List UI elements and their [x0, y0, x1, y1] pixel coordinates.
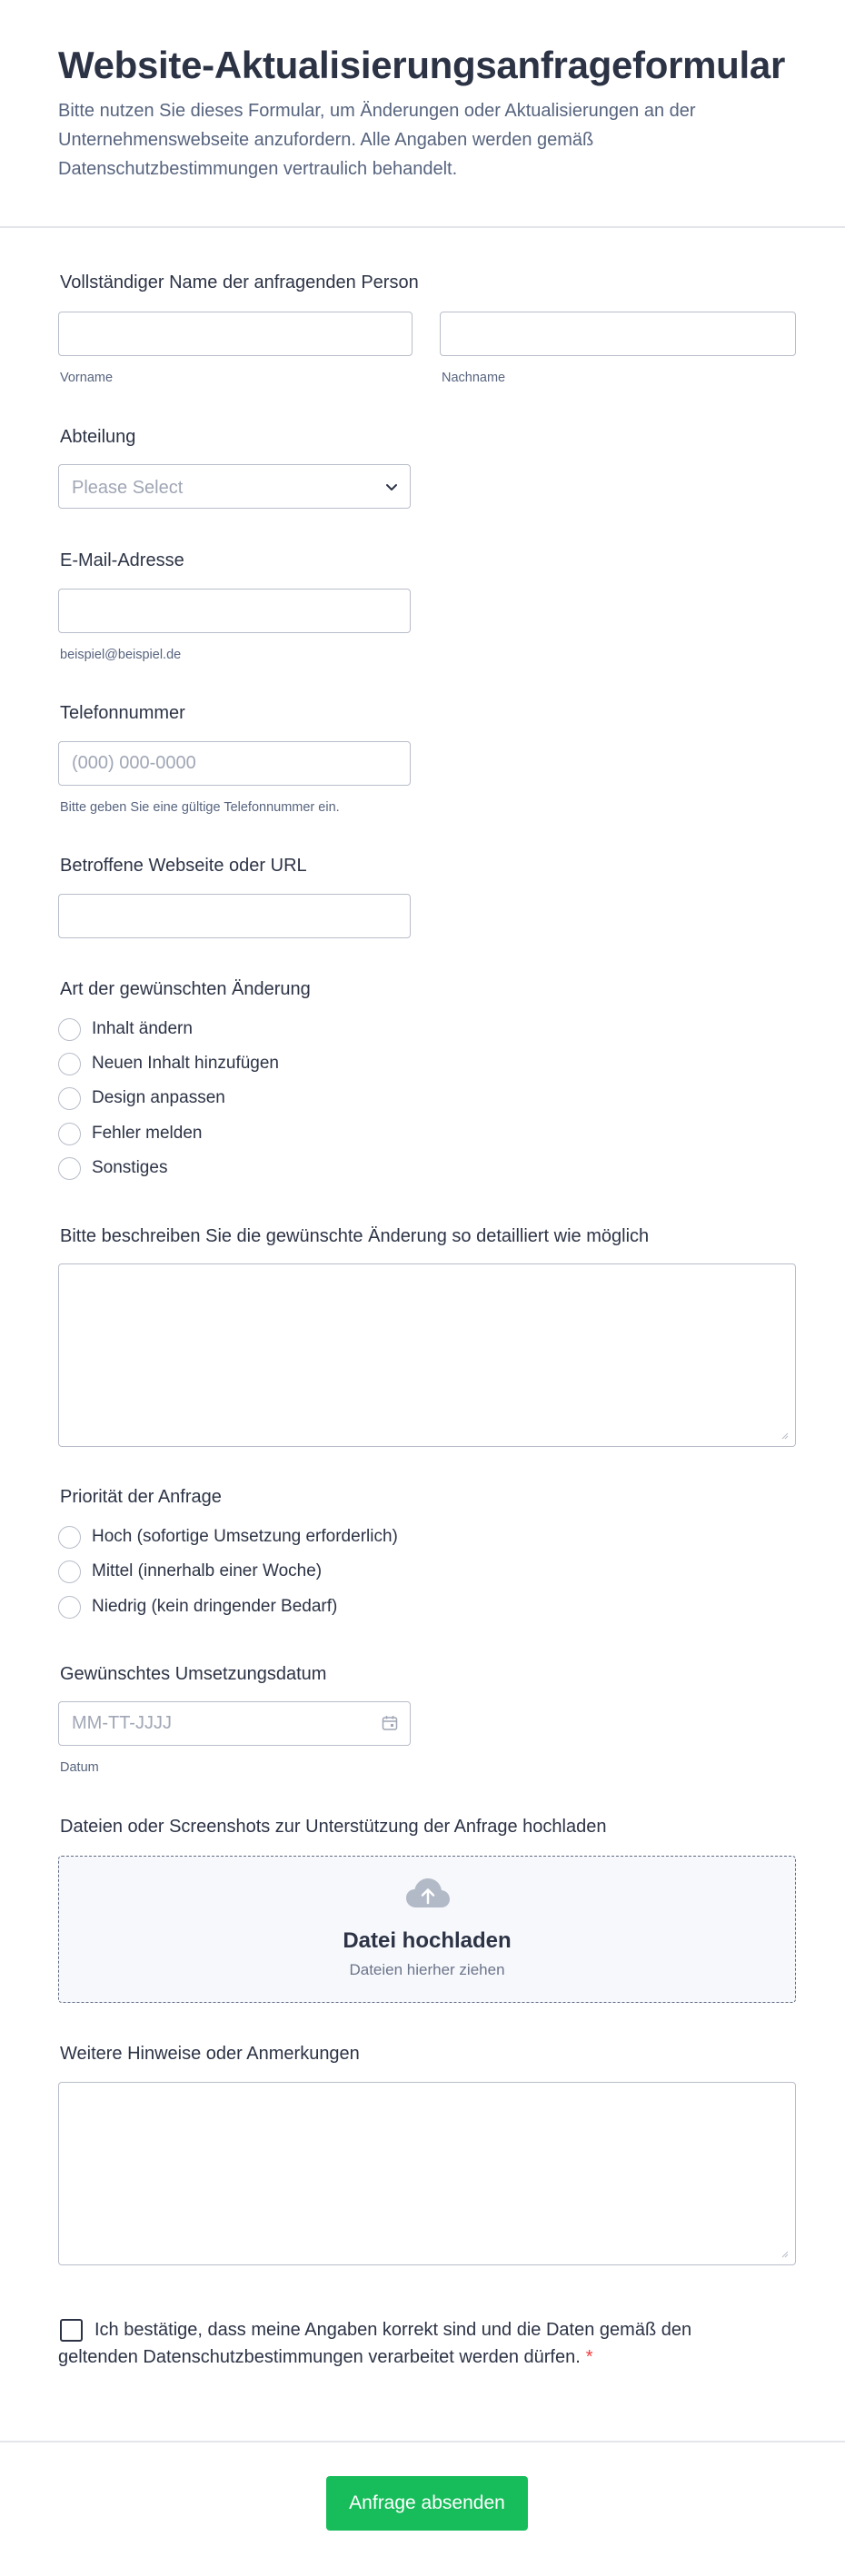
required-marker: * — [585, 2347, 593, 2367]
phone-label: Telefonnummer — [60, 703, 185, 723]
radio-button[interactable] — [58, 1526, 81, 1549]
change-type-label: Art der gewünschten Änderung — [60, 979, 311, 999]
file-upload-dropzone[interactable] — [58, 1856, 796, 2003]
radio-button[interactable] — [58, 1560, 81, 1583]
submit-button[interactable]: Anfrage absenden — [326, 2476, 528, 2531]
last-name-sublabel: Nachname — [442, 371, 506, 385]
priority-option[interactable] — [58, 1594, 337, 1620]
radio-button[interactable] — [58, 1053, 81, 1075]
change-type-option[interactable] — [58, 1155, 167, 1181]
radio-button[interactable] — [58, 1123, 81, 1145]
page-title: Website-Aktualisierungsanfrageformular — [58, 44, 786, 86]
upload-label: Dateien oder Screenshots zur Unterstützung der Anfrage hochladen — [60, 1817, 607, 1837]
last-name-input[interactable] — [440, 312, 796, 356]
page-subtitle: Bitte nutzen Sie dieses Formular, um Änderungen oder Aktualisierungen an der Unternehmenswebseite anzufordern. Alle Angaben werden gemäß Datenschutzbestimmungen vertraulich behandelt. — [58, 101, 696, 179]
priority-option[interactable] — [58, 1524, 398, 1550]
date-input[interactable] — [58, 1701, 411, 1746]
radio-label: Niedrig (kein dringender Bedarf) — [92, 1597, 338, 1616]
email-label: E-Mail-Adresse — [60, 550, 184, 570]
department-select-value: Please Select — [72, 478, 184, 498]
radio-label: Neuen Inhalt hinzufügen — [92, 1054, 279, 1073]
email-input[interactable] — [58, 589, 411, 633]
radio-label: Sonstiges — [92, 1158, 168, 1177]
resize-grip-icon[interactable] — [780, 2249, 789, 2258]
date-label: Gewünschtes Umsetzungsdatum — [60, 1664, 327, 1684]
phone-sublabel: Bitte geben Sie eine gültige Telefonnummer ein. — [60, 800, 340, 815]
radio-button[interactable] — [58, 1018, 81, 1041]
upload-title: Datei hochladen — [343, 1928, 512, 1953]
cloud-upload-icon — [405, 1877, 451, 1911]
email-sublabel: beispiel@beispiel.de — [60, 648, 182, 662]
change-type-option[interactable] — [58, 1121, 202, 1146]
upload-subtitle: Dateien hierher ziehen — [349, 1961, 505, 1978]
first-name-input[interactable] — [58, 312, 413, 356]
description-label: Bitte beschreiben Sie die gewünschte Änderung so detailliert wie möglich — [60, 1226, 650, 1246]
radio-label: Inhalt ändern — [92, 1019, 193, 1038]
change-type-option[interactable] — [58, 1016, 193, 1042]
change-type-option[interactable] — [58, 1085, 225, 1111]
priority-option[interactable] — [58, 1559, 322, 1584]
url-label: Betroffene Webseite oder URL — [60, 856, 307, 876]
consent-text-block — [58, 2316, 712, 2371]
phone-input[interactable] — [58, 741, 411, 786]
description-textarea[interactable] — [58, 1263, 796, 1447]
radio-label: Mittel (innerhalb einer Woche) — [92, 1561, 323, 1580]
form-header — [0, 0, 845, 228]
radio-label: Hoch (sofortige Umsetzung erforderlich) — [92, 1527, 398, 1546]
resize-grip-icon[interactable] — [780, 1431, 789, 1440]
priority-label: Priorität der Anfrage — [60, 1487, 222, 1507]
radio-button[interactable] — [58, 1596, 81, 1619]
url-input[interactable] — [58, 894, 411, 938]
department-label: Abteilung — [60, 427, 136, 447]
footer-divider — [0, 2441, 845, 2442]
date-sublabel: Datum — [60, 1760, 99, 1775]
notes-textarea[interactable] — [58, 2082, 796, 2265]
radio-label: Design anpassen — [92, 1088, 225, 1107]
chevron-down-icon — [384, 480, 399, 494]
radio-button[interactable] — [58, 1087, 81, 1110]
change-type-option[interactable] — [58, 1051, 279, 1076]
radio-button[interactable] — [58, 1157, 81, 1180]
consent-text: Ich bestätige, dass meine Angaben korrekt sind und die Daten gemäß den geltenden Datenschutzbestimmungen verarbeitet werden dürfen. — [58, 2320, 692, 2367]
name-label: Vollständiger Name der anfragenden Person — [60, 272, 419, 292]
department-select[interactable] — [58, 464, 411, 509]
notes-label: Weitere Hinweise oder Anmerkungen — [60, 2044, 360, 2064]
calendar-icon[interactable] — [382, 1715, 398, 1731]
first-name-sublabel: Vorname — [60, 371, 114, 385]
radio-label: Fehler melden — [92, 1124, 203, 1143]
